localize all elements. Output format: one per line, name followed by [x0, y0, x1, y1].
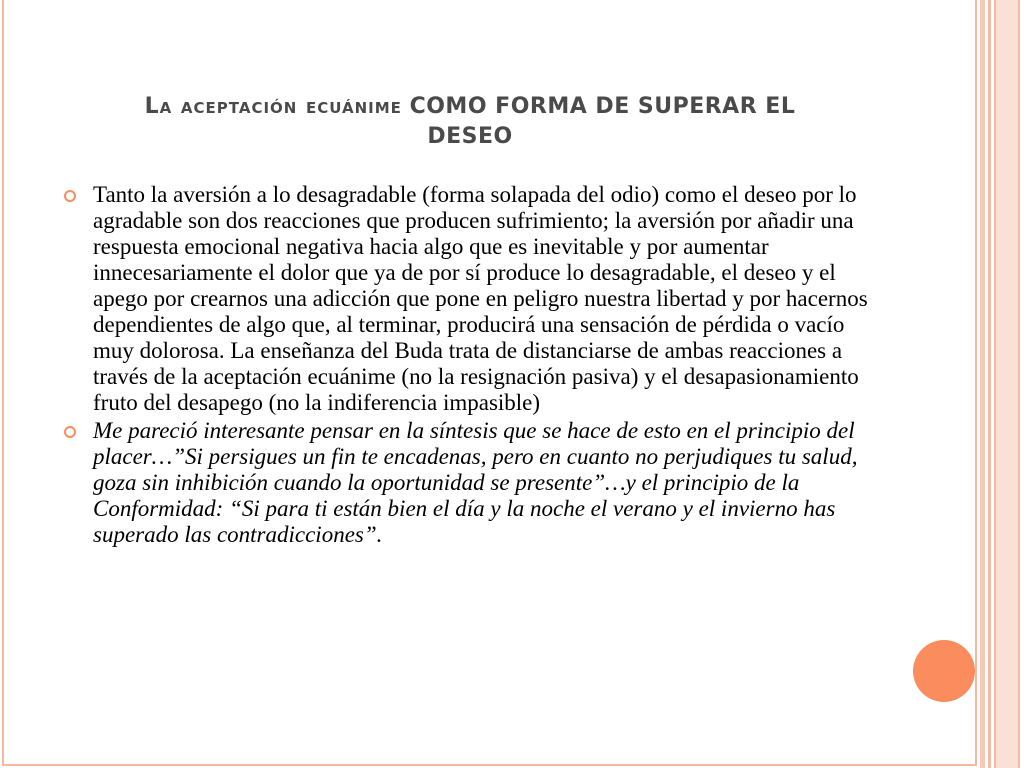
bullet-item: [64, 418, 884, 548]
decorative-circle: [913, 640, 975, 702]
decorative-stripe: [988, 0, 991, 768]
slide-title: [60, 92, 880, 152]
bullet-item: [64, 182, 884, 416]
decorative-stripe: [980, 0, 985, 768]
bullet-text: Me pareció interesante pensar en la síntesis que se hace de esto en el principio del placer…”Si persigues un fin te encadenas, pero en cuanto no perjudiques tu salud, goza sin inhibición cuando la oportunidad se presente”…y el principio de la Conformidad: “Si para ti están bien el día y la noche el verano y el invierno has superado las contradicciones”.: [93, 418, 858, 547]
bullet-list: [64, 182, 884, 548]
bullet-circle-icon: [64, 190, 76, 202]
bullet-text: Tanto la aversión a lo desagradable (forma solapada del odio) como el deseo por lo agradable son dos reacciones que producen sufrimiento; la aversión por añadir una respuesta emocional negativa hacia algo que es inevitable y por aumentar innecesariamente el dolor que ya de por sí produce lo desagradable, el deseo y el apego por crearnos una adicción que pone en peligro nuestra libertad y por hacernos dependientes de algo que, al terminar, producirá una sensación de pérdida o vacío muy dolorosa. La enseñanza del Buda trata de distanciarse de ambas reacciones a través de la aceptación ecuánime (no la resignación pasiva) y el desapasionamiento fruto del desapego (no la indiferencia impasible): [93, 182, 868, 415]
title-part-2: COMO FORMA DE SUPERAR EL: [409, 94, 796, 119]
decorative-stripe: [994, 0, 1020, 768]
title-part-1: La aceptación ecuánime: [144, 94, 402, 119]
title-part-3: DESEO: [427, 124, 513, 149]
bullet-circle-icon: [64, 426, 76, 438]
